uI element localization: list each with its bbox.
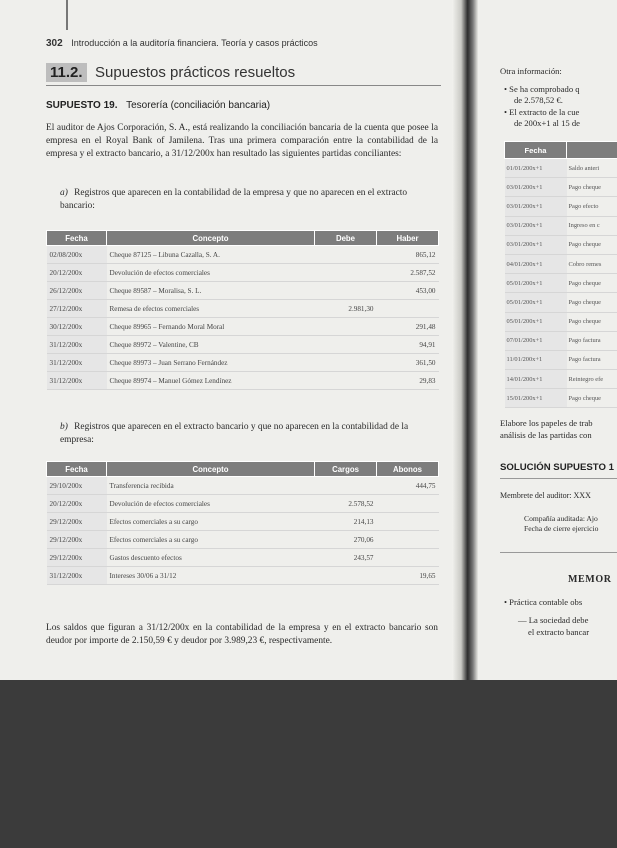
item-a-text: Registros que aparecen en la contabilidad de la empresa y que no aparecen en el extracto bancario:: [60, 188, 408, 211]
table-a-header-row: [47, 231, 439, 246]
item-a-marker: a): [60, 188, 68, 198]
table-b-cell: Efectos comerciales a su cargo: [107, 513, 315, 531]
table-a: [46, 230, 439, 390]
table-a-cell: 94,91: [377, 336, 439, 354]
table-row: [505, 178, 617, 197]
closing-paragraph: Los saldos que figuran a 31/12/200x en la contabilidad de la empresa y en el extracto bancario son deudor por importe de 2.150,59 € y deudor por 3.989,23 €, respectivamente.: [46, 623, 438, 646]
right-table-cell: 14/01/200x+1: [505, 370, 567, 389]
bullet-2-line-2: de 200x+1 al 15 de: [514, 118, 580, 128]
other-info-label: Otra información:: [500, 66, 562, 76]
table-b-cell: 2.578,52: [315, 495, 377, 513]
table-a-cell: [315, 372, 377, 390]
table-b-cell: Intereses 30/06 a 31/12: [107, 567, 315, 585]
bullet-2-line-1: El extracto de la cue: [509, 107, 580, 117]
table-a-cell: [315, 246, 377, 264]
table-row: [505, 274, 617, 293]
table-a-cell: 2.981,30: [315, 300, 377, 318]
table-b-cell: 214,13: [315, 513, 377, 531]
bullet-1-line-2: de 2.578,52 €.: [514, 95, 563, 105]
item-b: [60, 421, 438, 447]
item-b-text: Registros que aparecen en el extracto bancario y que no aparecen en la contabilidad de la empresa:: [60, 422, 409, 445]
right-table-cell: Pago cheque: [567, 178, 617, 197]
table-b-cell: 31/12/200x: [47, 567, 107, 585]
right-table: [504, 141, 617, 408]
table-b-header-3: Abonos: [377, 462, 439, 477]
right-table-cell: 03/01/200x+1: [505, 235, 567, 254]
table-b-cell: 243,57: [315, 549, 377, 567]
table-a-cell: Cheque 89587 – Moralisa, S. L.: [107, 282, 315, 300]
table-row: [505, 293, 617, 312]
memo-dash-line-1: — La sociedad debe: [518, 615, 589, 625]
right-table-cell: Cobro remes: [567, 254, 617, 273]
table-b-cell: 270,06: [315, 531, 377, 549]
table-row: [505, 370, 617, 389]
table-a-cell: 20/12/200x: [47, 264, 107, 282]
bullet-2: • El extracto de la cue de 200x+1 al 15 de: [504, 107, 580, 128]
right-page: [478, 0, 617, 680]
table-row: [505, 312, 617, 331]
table-a-cell: 361,50: [377, 354, 439, 372]
memo-dash-line-2: el extracto bancar: [528, 626, 590, 637]
table-a-cell: [377, 300, 439, 318]
table-row: [47, 549, 439, 567]
table-row: [505, 197, 617, 216]
table-b-cell: [377, 495, 439, 513]
right-table-cell: 11/01/200x+1: [505, 350, 567, 369]
table-a-header-0: Fecha: [47, 231, 107, 246]
right-table-cell: 04/01/200x+1: [505, 254, 567, 273]
table-b-cell: 29/12/200x: [47, 549, 107, 567]
table-a-cell: 453,00: [377, 282, 439, 300]
memo-bullet: • Práctica contable obs: [504, 597, 583, 607]
heading-rule: [500, 478, 617, 479]
table-a-cell: Cheque 89973 – Juan Serrano Fernández: [107, 354, 315, 372]
letterhead: Membrete del auditor: XXX: [500, 491, 591, 500]
table-row: [505, 159, 617, 178]
case-title: Tesorería (conciliación bancaria): [126, 100, 271, 111]
right-table-cell: Pago cheque: [567, 274, 617, 293]
table-a-cell: [315, 336, 377, 354]
bullet-1-line-1: Se ha comprobado q: [509, 84, 580, 94]
table-b-cell: [377, 531, 439, 549]
table-a-cell: 291,48: [377, 318, 439, 336]
table-b-cell: Transferencia recibida: [107, 477, 315, 495]
table-a-cell: 31/12/200x: [47, 354, 107, 372]
right-table-cell: Pago factura: [567, 331, 617, 350]
right-table-concept-header: [567, 142, 617, 159]
table-b-header-2: Cargos: [315, 462, 377, 477]
running-header: [46, 38, 318, 49]
table-b-cell: 444,75: [377, 477, 439, 495]
table-b-cell: 29/10/200x: [47, 477, 107, 495]
table-a-cell: 31/12/200x: [47, 372, 107, 390]
right-table-cell: 05/01/200x+1: [505, 274, 567, 293]
bullet-1: • Se ha comprobado q de 2.578,52 €.: [504, 84, 580, 105]
table-row: [47, 264, 439, 282]
intro-paragraph: El auditor de Ajos Corporación, S. A., está realizando la conciliación bancaria de la cuenta que posee la empresa en el Royal Bank of Jamilena. Tras una primera comparación entre la contabilidad de la empresa y el extracto bancario, a 31/12/200x han resultado las siguientes partidas conciliantes:: [46, 123, 438, 159]
right-table-cell: Pago cheque: [567, 293, 617, 312]
table-row: [47, 336, 439, 354]
table-a-cell: 27/12/200x: [47, 300, 107, 318]
table-a-cell: Remesa de efectos comerciales: [107, 300, 315, 318]
table-b-cell: 29/12/200x: [47, 513, 107, 531]
table-a-header-3: Haber: [377, 231, 439, 246]
table-row: [505, 254, 617, 273]
elabore-paragraph: [500, 418, 593, 441]
table-row: [47, 300, 439, 318]
right-table-cell: 15/01/200x+1: [505, 389, 567, 408]
right-table-cell: Pago cheque: [567, 389, 617, 408]
table-a-cell: [315, 282, 377, 300]
table-a-cell: 29,83: [377, 372, 439, 390]
memo-dash-item: [518, 615, 589, 638]
table-a-cell: 30/12/200x: [47, 318, 107, 336]
table-row: [47, 567, 439, 585]
item-b-marker: b): [60, 422, 68, 432]
table-row: [47, 531, 439, 549]
table-a-cell: 2.587,52: [377, 264, 439, 282]
table-a-cell: Cheque 89972 – Valentine, CB: [107, 336, 315, 354]
right-table-cell: 05/01/200x+1: [505, 312, 567, 331]
table-row: [47, 246, 439, 264]
case-heading: [46, 100, 270, 111]
table-a-header-2: Debe: [315, 231, 377, 246]
right-table-cell: Reintegro efe: [567, 370, 617, 389]
table-a-cell: Cheque 89965 – Fernando Moral Moral: [107, 318, 315, 336]
right-table-cell: Ingreso en c: [567, 216, 617, 235]
table-row: [505, 350, 617, 369]
right-table-cell: Pago cheque: [567, 312, 617, 331]
right-table-date-header: Fecha: [505, 142, 567, 159]
right-table-cell: Saldo anteri: [567, 159, 617, 178]
memo-bullet-text: Práctica contable obs: [509, 597, 583, 607]
table-a-cell: [315, 354, 377, 372]
right-table-cell: 03/01/200x+1: [505, 178, 567, 197]
section-title: Supuestos prácticos resueltos: [95, 64, 296, 81]
table-a-cell: Cheque 89974 – Manuel Gómez Lendínez: [107, 372, 315, 390]
right-table-cell: 07/01/200x+1: [505, 331, 567, 350]
table-b-cell: Efectos comerciales a su cargo: [107, 531, 315, 549]
solution-heading: SOLUCIÓN SUPUESTO 1: [500, 462, 614, 473]
table-row: [47, 282, 439, 300]
elabore-line-2: análisis de las partidas con: [500, 429, 592, 440]
table-b-cell: [315, 477, 377, 495]
table-row: [505, 216, 617, 235]
right-table-cell: Pago cheque: [567, 235, 617, 254]
table-b-cell: [377, 513, 439, 531]
table-row: [505, 331, 617, 350]
company-line-1: Compañía auditada: Ajo: [524, 514, 598, 523]
memo-rule: [500, 552, 617, 553]
table-row: [47, 318, 439, 336]
table-a-cell: 865,12: [377, 246, 439, 264]
table-b-cell: Devolución de efectos comerciales: [107, 495, 315, 513]
table-b: [46, 461, 439, 585]
table-b-cell: 20/12/200x: [47, 495, 107, 513]
company-block: [524, 514, 598, 534]
book-gutter: [452, 0, 478, 680]
table-b-header-1: Concepto: [107, 462, 315, 477]
right-table-cell: 03/01/200x+1: [505, 197, 567, 216]
table-a-cell: Devolución de efectos comerciales: [107, 264, 315, 282]
table-b-cell: [315, 567, 377, 585]
table-row: [47, 354, 439, 372]
section-number: 11.2.: [46, 63, 87, 82]
table-b-header-0: Fecha: [47, 462, 107, 477]
memo-heading: MEMOR: [568, 574, 612, 585]
table-a-cell: [315, 318, 377, 336]
table-row: [47, 513, 439, 531]
table-a-cell: 26/12/200x: [47, 282, 107, 300]
right-table-cell: 05/01/200x+1: [505, 293, 567, 312]
table-row: [47, 372, 439, 390]
left-page: [46, 0, 446, 680]
table-a-cell: 31/12/200x: [47, 336, 107, 354]
table-b-header-row: [47, 462, 439, 477]
table-a-header-1: Concepto: [107, 231, 315, 246]
table-row: [47, 495, 439, 513]
right-table-cell: 01/01/200x+1: [505, 159, 567, 178]
company-line-2: Fecha de cierre ejercicio: [524, 524, 599, 533]
page-number: 302: [46, 38, 63, 49]
table-row: [505, 235, 617, 254]
table-a-cell: [315, 264, 377, 282]
right-table-cell: Pago factura: [567, 350, 617, 369]
table-row: [505, 389, 617, 408]
elabore-line-1: Elabore los papeles de trab: [500, 418, 593, 428]
running-title: Introducción a la auditoría financiera. Teoría y casos prácticos: [71, 38, 318, 48]
table-b-cell: 19,65: [377, 567, 439, 585]
right-table-cell: Pago efecto: [567, 197, 617, 216]
table-b-cell: 29/12/200x: [47, 531, 107, 549]
table-a-cell: 02/08/200x: [47, 246, 107, 264]
section-heading: [46, 63, 441, 86]
case-label: SUPUESTO 19.: [46, 100, 118, 111]
item-a: [60, 187, 438, 213]
table-row: [47, 477, 439, 495]
table-b-cell: [377, 549, 439, 567]
right-table-cell: 03/01/200x+1: [505, 216, 567, 235]
table-b-cell: Gastos descuento efectos: [107, 549, 315, 567]
table-a-cell: Cheque 87125 – Libuna Cazalla, S. A.: [107, 246, 315, 264]
